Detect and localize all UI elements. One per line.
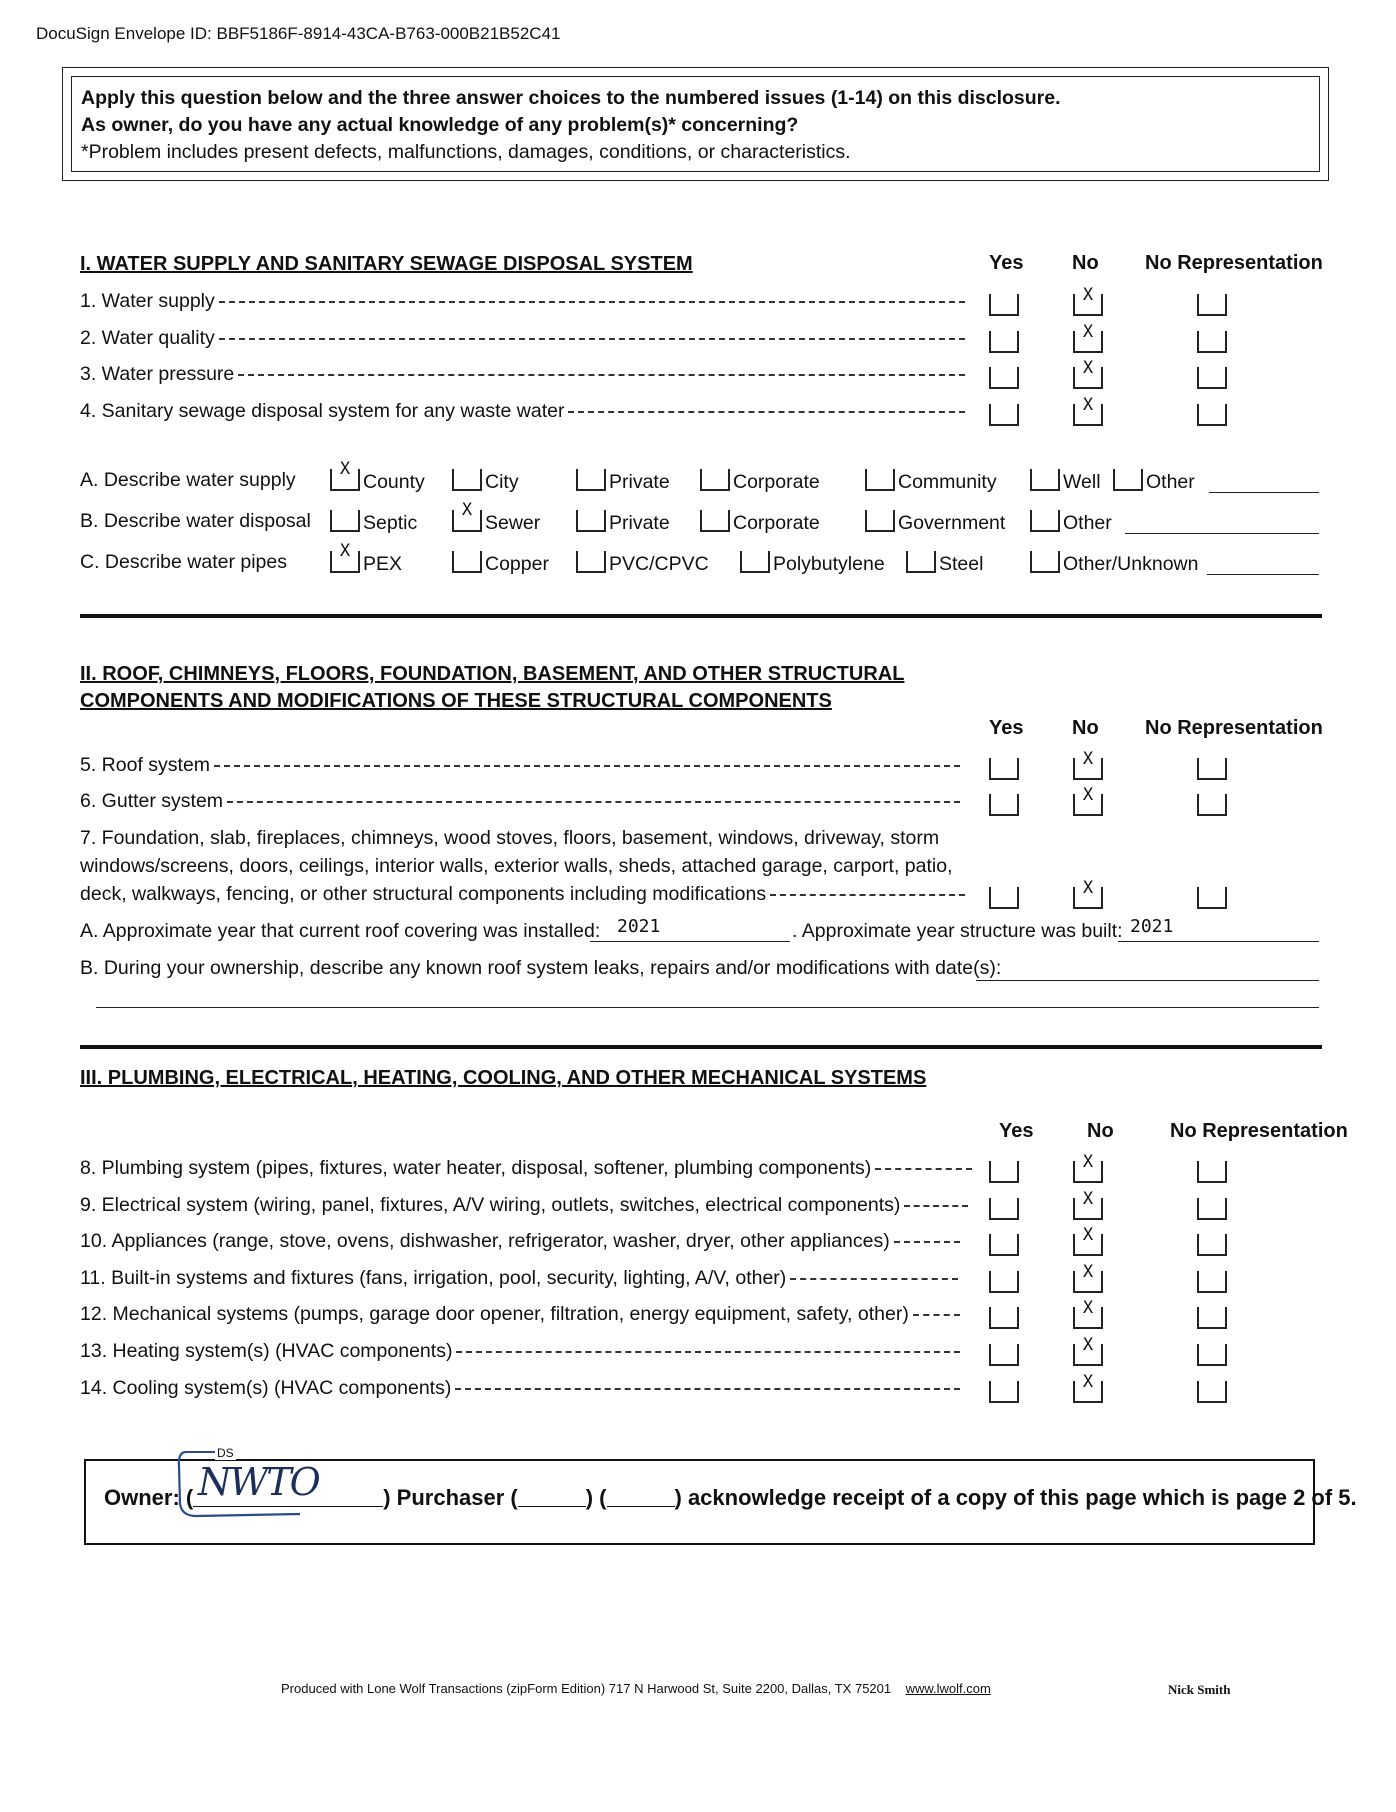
item-14 — [80, 1377, 960, 1400]
option-label: Other — [1146, 471, 1195, 493]
structure-year-line — [1118, 941, 1319, 942]
option-checkbox[interactable] — [700, 469, 730, 491]
item-9-yes-box[interactable] — [989, 1198, 1019, 1220]
other-disposal-line — [1125, 533, 1319, 534]
item-4-no-box[interactable] — [1073, 395, 1103, 426]
item-10 — [80, 1230, 960, 1253]
item-11-norep-box[interactable] — [1197, 1271, 1227, 1293]
option-private[interactable] — [576, 510, 670, 535]
option-polybutylene[interactable] — [740, 551, 885, 576]
col-no-representation-3: No Representation — [1170, 1120, 1348, 1142]
item-7-norep-box[interactable] — [1197, 887, 1227, 909]
check-mark: X — [1082, 1189, 1094, 1209]
item-10-norep-box[interactable] — [1197, 1234, 1227, 1256]
item-1-label: 1. Water supply — [80, 290, 215, 312]
section-1-title: I. WATER SUPPLY AND SANITARY SEWAGE DISPOSAL SYSTEM — [80, 253, 693, 275]
item-4 — [80, 400, 965, 423]
instructions-line-1: Apply this question below and the three answer choices to the numbered issues (1-14) on this disclosure. — [81, 87, 1061, 109]
instructions-line-2: As owner, do you have any actual knowledge of any problem(s)* concerning? — [81, 114, 799, 136]
describe-pipes-label: C. Describe water pipes — [80, 551, 287, 573]
col-no: No — [1072, 252, 1099, 274]
item-3 — [80, 363, 965, 386]
item-7-line-3-text: deck, walkways, fencing, or other structural components including modifications — [80, 883, 767, 905]
option-community[interactable] — [865, 469, 997, 494]
col-no-3: No — [1087, 1120, 1114, 1142]
item-8 — [80, 1157, 972, 1180]
item-2-label: 2. Water quality — [80, 327, 215, 349]
item-7-line-3 — [80, 883, 965, 906]
check-mark: X — [1082, 878, 1094, 898]
item-9-no-box[interactable] — [1073, 1189, 1103, 1220]
option-city[interactable] — [452, 469, 519, 494]
purchaser-label: ) Purchaser ( — [383, 1485, 518, 1510]
item-4-label: 4. Sanitary sewage disposal system for any waste water — [80, 400, 565, 422]
item-10-label: 10. Appliances (range, stove, ovens, dishwasher, refrigerator, washer, dryer, other appliances) — [80, 1230, 890, 1252]
option-checkbox[interactable] — [576, 510, 606, 532]
check-mark: X — [339, 459, 351, 479]
purchaser-mid: ) ( — [585, 1485, 607, 1510]
option-private[interactable] — [576, 469, 670, 494]
option-government[interactable] — [865, 510, 1005, 535]
footer-produced — [281, 1681, 991, 1696]
item-8-label: 8. Plumbing system (pipes, fixtures, water heater, disposal, softener, plumbing components) — [80, 1157, 872, 1179]
item-14-norep-box[interactable] — [1197, 1381, 1227, 1403]
option-checkbox[interactable] — [330, 510, 360, 532]
option-label: County — [363, 471, 425, 493]
col-yes-3: Yes — [999, 1120, 1034, 1142]
item-7-line-2: windows/screens, doors, ceilings, interior walls, exterior walls, sheds, attached garage, carport, patio, — [80, 855, 953, 877]
item-11-label: 11. Built-in systems and fixtures (fans, irrigation, pool, security, lighting, A/V, other) — [80, 1267, 787, 1289]
item-3-label: 3. Water pressure — [80, 363, 235, 385]
envelope-id: DocuSign Envelope ID: BBF5186F-8914-43CA-B763-000B21B52C41 — [36, 24, 561, 43]
option-label: Polybutylene — [773, 553, 885, 575]
item-8-yes-box[interactable] — [989, 1161, 1019, 1183]
option-label: Well — [1063, 471, 1101, 493]
item-5-no-box[interactable] — [1073, 749, 1103, 780]
section-3-title: III. PLUMBING, ELECTRICAL, HEATING, COOLING, AND OTHER MECHANICAL SYSTEMS — [80, 1067, 927, 1089]
item-5-yes-box[interactable] — [989, 758, 1019, 780]
item-9-label: 9. Electrical system (wiring, panel, fixtures, A/V wiring, outlets, switches, electrical components) — [80, 1194, 901, 1216]
item-4-yes-box[interactable] — [989, 404, 1019, 426]
check-mark: X — [1082, 785, 1094, 805]
structure-year-label: . Approximate year structure was built: — [792, 920, 1123, 942]
option-label: Corporate — [733, 512, 820, 534]
item-6-label: 6. Gutter system — [80, 790, 224, 812]
item-11-yes-box[interactable] — [989, 1271, 1019, 1293]
item-6-yes-box[interactable] — [989, 794, 1019, 816]
option-checkbox[interactable] — [865, 469, 895, 491]
item-8-no-box[interactable] — [1073, 1152, 1103, 1183]
check-mark: X — [1082, 1335, 1094, 1355]
option-copper[interactable] — [452, 551, 549, 576]
item-5 — [80, 754, 960, 777]
col-no-2: No — [1072, 717, 1099, 739]
structure-year-value[interactable]: 2021 — [1130, 916, 1174, 937]
option-label: PEX — [363, 553, 403, 575]
option-label: City — [485, 471, 519, 493]
describe-disposal-label: B. Describe water disposal — [80, 510, 311, 532]
item-11 — [80, 1267, 958, 1290]
option-checkbox[interactable] — [1030, 551, 1060, 573]
item-14-yes-box[interactable] — [989, 1381, 1019, 1403]
item-14-no-box[interactable] — [1073, 1372, 1103, 1403]
option-checkbox[interactable] — [865, 510, 895, 532]
item-7-line-1: 7. Foundation, slab, fireplaces, chimneys, wood stoves, floors, basement, windows, driveway, storm — [80, 827, 940, 849]
item-3-yes-box[interactable] — [989, 367, 1019, 389]
option-checkbox[interactable] — [576, 469, 606, 491]
check-mark: X — [1082, 1225, 1094, 1245]
option-checkbox[interactable] — [576, 551, 606, 573]
section-2-title-line-2: COMPONENTS AND MODIFICATIONS OF THESE STRUCTURAL COMPONENTS — [80, 690, 832, 712]
item-13 — [80, 1340, 960, 1363]
roof-year-label: A. Approximate year that current roof covering was installed: — [80, 920, 601, 942]
check-mark: X — [1082, 1372, 1094, 1392]
option-label: Private — [609, 471, 670, 493]
option-county[interactable] — [330, 459, 425, 494]
section-2-title-line-1: II. ROOF, CHIMNEYS, FLOORS, FOUNDATION, BASEMENT, AND OTHER STRUCTURAL — [80, 663, 905, 685]
item-13-label: 13. Heating system(s) (HVAC components) — [80, 1340, 453, 1362]
option-pvc-cpvc[interactable] — [576, 551, 709, 576]
item-10-no-box[interactable] — [1073, 1225, 1103, 1256]
option-label: PVC/CPVC — [609, 553, 709, 575]
item-6 — [80, 790, 960, 813]
option-label: Community — [898, 471, 997, 493]
footer-link[interactable]: www.lwolf.com — [905, 1681, 991, 1696]
option-label: Corporate — [733, 471, 820, 493]
check-mark: X — [1082, 1152, 1094, 1172]
item-1 — [80, 290, 965, 313]
item-12-label: 12. Mechanical systems (pumps, garage door opener, filtration, energy equipment, safety, other) — [80, 1303, 909, 1325]
item-5-label: 5. Roof system — [80, 754, 211, 776]
col-no-representation: No Representation — [1145, 252, 1323, 274]
other-pipes-line — [1207, 574, 1319, 575]
option-corporate[interactable] — [700, 510, 820, 535]
option-label: Steel — [939, 553, 984, 575]
col-yes-2: Yes — [989, 717, 1024, 739]
section-divider-2 — [80, 1045, 1322, 1049]
roof-year-value[interactable]: 2021 — [617, 916, 661, 937]
item-3-no-box[interactable] — [1073, 358, 1103, 389]
instructions-line-3: *Problem includes present defects, malfunctions, damages, conditions, or characteristics. — [81, 141, 851, 163]
check-mark: X — [1082, 322, 1094, 342]
footer-produced-text: Produced with Lone Wolf Transactions (zipForm Edition) 717 N Harwood St, Suite 2200, Dallas, TX 75201 — [281, 1681, 892, 1696]
item-1-norep-box[interactable] — [1197, 294, 1227, 316]
check-mark: X — [1082, 1262, 1094, 1282]
check-mark: X — [1082, 285, 1094, 305]
check-mark: X — [1082, 358, 1094, 378]
other-supply-line — [1209, 492, 1319, 493]
check-mark: X — [1082, 1298, 1094, 1318]
item-13-norep-box[interactable] — [1197, 1344, 1227, 1366]
item-9-norep-box[interactable] — [1197, 1198, 1227, 1220]
item-12-norep-box[interactable] — [1197, 1307, 1227, 1329]
item-2-norep-box[interactable] — [1197, 331, 1227, 353]
option-corporate[interactable] — [700, 469, 820, 494]
option-other[interactable] — [1113, 469, 1195, 494]
option-checkbox[interactable] — [700, 510, 730, 532]
roof-year-line — [590, 941, 790, 942]
option-label: Copper — [485, 553, 549, 575]
owner-label: Owner: ( — [104, 1485, 194, 1510]
option-label: Sewer — [485, 512, 541, 534]
option-checkbox[interactable] — [452, 469, 482, 491]
item-6-norep-box[interactable] — [1197, 794, 1227, 816]
item-1-yes-box[interactable] — [989, 294, 1019, 316]
ds-tag: DS — [217, 1446, 234, 1460]
option-checkbox[interactable] — [452, 500, 482, 532]
col-no-representation-2: No Representation — [1145, 717, 1323, 739]
option-label: Other — [1063, 512, 1112, 534]
option-steel[interactable] — [906, 551, 983, 576]
option-well[interactable] — [1030, 469, 1101, 494]
check-mark: X — [1082, 749, 1094, 769]
item-8-norep-box[interactable] — [1197, 1161, 1227, 1183]
option-other[interactable] — [1030, 510, 1112, 535]
option-checkbox[interactable] — [1030, 510, 1060, 532]
section-divider-1 — [80, 614, 1322, 618]
item-14-label: 14. Cooling system(s) (HVAC components) — [80, 1377, 452, 1399]
item-13-yes-box[interactable] — [989, 1344, 1019, 1366]
option-label: Private — [609, 512, 670, 534]
item-9 — [80, 1194, 968, 1217]
option-checkbox[interactable] — [330, 541, 360, 573]
option-pex[interactable] — [330, 541, 403, 576]
option-sewer[interactable] — [452, 500, 541, 535]
option-checkbox[interactable] — [740, 551, 770, 573]
option-septic[interactable] — [330, 510, 417, 535]
describe-supply-label: A. Describe water supply — [80, 469, 296, 491]
item-5-norep-box[interactable] — [1197, 758, 1227, 780]
item-11-no-box[interactable] — [1073, 1262, 1103, 1293]
acknowledge-tail: ) acknowledge receipt of a copy of this page which is page 2 of 5. — [674, 1485, 1357, 1510]
option-other-unknown[interactable] — [1030, 551, 1198, 576]
roof-leaks-line-1[interactable] — [976, 980, 1319, 981]
item-2 — [80, 327, 965, 350]
option-label: Other/Unknown — [1063, 553, 1199, 575]
item-12 — [80, 1303, 960, 1326]
option-checkbox[interactable] — [330, 459, 360, 491]
purchaser-2-initials[interactable] — [607, 1488, 675, 1507]
item-7-no-box[interactable] — [1073, 878, 1103, 909]
roof-leaks-line-2[interactable] — [96, 1007, 1319, 1008]
item-6-no-box[interactable] — [1073, 785, 1103, 816]
item-2-yes-box[interactable] — [989, 331, 1019, 353]
item-12-yes-box[interactable] — [989, 1307, 1019, 1329]
instructions-box — [62, 67, 1329, 181]
option-label: Government — [898, 512, 1006, 534]
item-4-norep-box[interactable] — [1197, 404, 1227, 426]
item-13-no-box[interactable] — [1073, 1335, 1103, 1366]
option-checkbox[interactable] — [452, 551, 482, 573]
item-3-norep-box[interactable] — [1197, 367, 1227, 389]
item-2-no-box[interactable] — [1073, 322, 1103, 353]
roof-leaks-label: B. During your ownership, describe any known roof system leaks, repairs and/or modifications with date(s): — [80, 957, 1002, 979]
check-mark: X — [339, 541, 351, 561]
check-mark: X — [461, 500, 473, 520]
item-12-no-box[interactable] — [1073, 1298, 1103, 1329]
col-yes: Yes — [989, 252, 1024, 274]
option-checkbox[interactable] — [1030, 469, 1060, 491]
option-checkbox[interactable] — [906, 551, 936, 573]
item-1-no-box[interactable] — [1073, 285, 1103, 316]
purchaser-1-initials[interactable] — [518, 1488, 586, 1507]
item-10-yes-box[interactable] — [989, 1234, 1019, 1256]
check-mark: X — [1082, 395, 1094, 415]
owner-initials-handwritten: NWTO — [198, 1460, 319, 1504]
option-label: Septic — [363, 512, 418, 534]
option-checkbox[interactable] — [1113, 469, 1143, 491]
footer-name: Nick Smith — [1168, 1682, 1231, 1697]
item-7-yes-box[interactable] — [989, 887, 1019, 909]
